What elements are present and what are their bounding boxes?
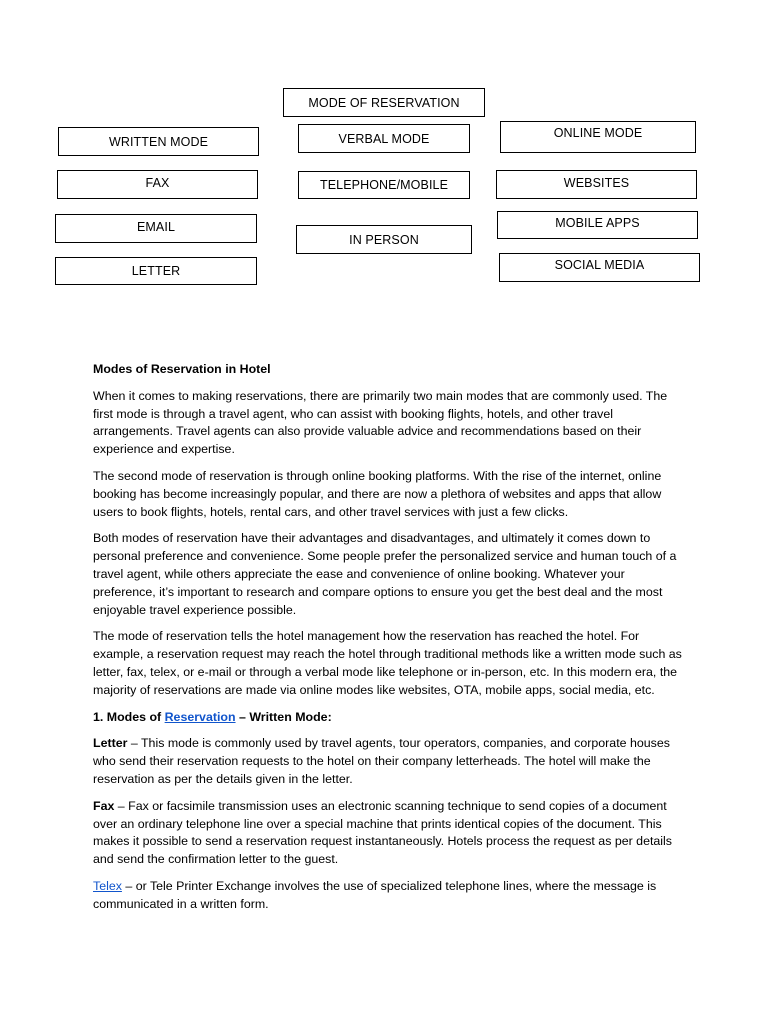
fax-paragraph bbox=[93, 798, 683, 869]
telex-text: – or Tele Printer Exchange involves the use of specialized telephone lines, where the message is communicated in a written form. bbox=[93, 878, 657, 911]
email-box: EMAIL bbox=[55, 214, 257, 243]
article bbox=[93, 361, 683, 923]
letter-text: – This mode is commonly used by travel agents, tour operators, companies, and corporate houses who send their reservation requests to the hotel on their company letterheads. The hotel will make the reservation as per the details given in the letter. bbox=[93, 736, 670, 786]
paragraph-4: The mode of reservation tells the hotel management how the reservation has reached the hotel. For example, a reservation request may reach the hotel through traditional methods like a written mode such as letter, fax, telex, or e-mail or through a verbal mode like telephone or in-person, etc. In this modern era, the majority of reservations are made via online modes like websites, OTA, mobile apps, social media, etc. bbox=[93, 629, 682, 697]
section-1-prefix: 1. Modes of bbox=[93, 709, 165, 724]
verbal-mode-box: VERBAL MODE bbox=[298, 124, 470, 153]
article-heading: Modes of Reservation in Hotel bbox=[93, 362, 271, 376]
telex-link[interactable]: Telex bbox=[93, 878, 122, 893]
paragraph-1: When it comes to making reservations, there are primarily two main modes that are commonly used. The first mode is through a travel agent, who can assist with booking flights, hotels, and other travel arrangements. Travel agents can also provide valuable advice and recommendations based on their experience and expertise. bbox=[93, 388, 668, 457]
websites-box: WEBSITES bbox=[496, 170, 697, 199]
online-mode-box: ONLINE MODE bbox=[500, 121, 696, 153]
paragraph-2: The second mode of reservation is through online booking platforms. With the rise of the internet, online booking has become increasingly popular, and there are now a plethora of websites and apps that allow users to book flights, hotels, rental cars, and other travel services with just a few clicks. bbox=[93, 468, 662, 519]
fax-box: FAX bbox=[57, 170, 258, 199]
social-media-box: SOCIAL MEDIA bbox=[499, 253, 700, 282]
section-1-suffix: – Written Mode: bbox=[235, 709, 332, 724]
letter-paragraph bbox=[93, 735, 683, 788]
letter-box: LETTER bbox=[55, 257, 257, 285]
reservation-link[interactable]: Reservation bbox=[164, 709, 236, 724]
fax-text: – Fax or facsimile transmission uses an electronic scanning technique to send copies of a document over an ordinary telephone line over a special machine that prints identical copies of the document. This makes it possible to send a reservation request instantaneously. Hotels process the request as per details and send the confirmation letter to the guest. bbox=[93, 798, 673, 867]
root-box: MODE OF RESERVATION bbox=[283, 88, 485, 117]
in-person-box: IN PERSON bbox=[296, 225, 472, 254]
section-1-heading bbox=[93, 709, 683, 727]
mobile-apps-box: MOBILE APPS bbox=[497, 211, 698, 239]
letter-term: Letter bbox=[93, 736, 128, 751]
fax-term: Fax bbox=[93, 798, 115, 813]
written-mode-box: WRITTEN MODE bbox=[58, 127, 259, 156]
telephone-mobile-box: TELEPHONE/MOBILE bbox=[298, 171, 470, 199]
paragraph-3: Both modes of reservation have their advantages and disadvantages, and ultimately it comes down to personal preference and convenience. Some people prefer the personalized service and human touch of a travel agent, while others appreciate the ease and convenience of online booking. Whatever your preference, it’s important to research and compare options to ensure you get the best deal and the most enjoyable travel experience possible. bbox=[93, 531, 677, 617]
telex-paragraph bbox=[93, 878, 683, 914]
